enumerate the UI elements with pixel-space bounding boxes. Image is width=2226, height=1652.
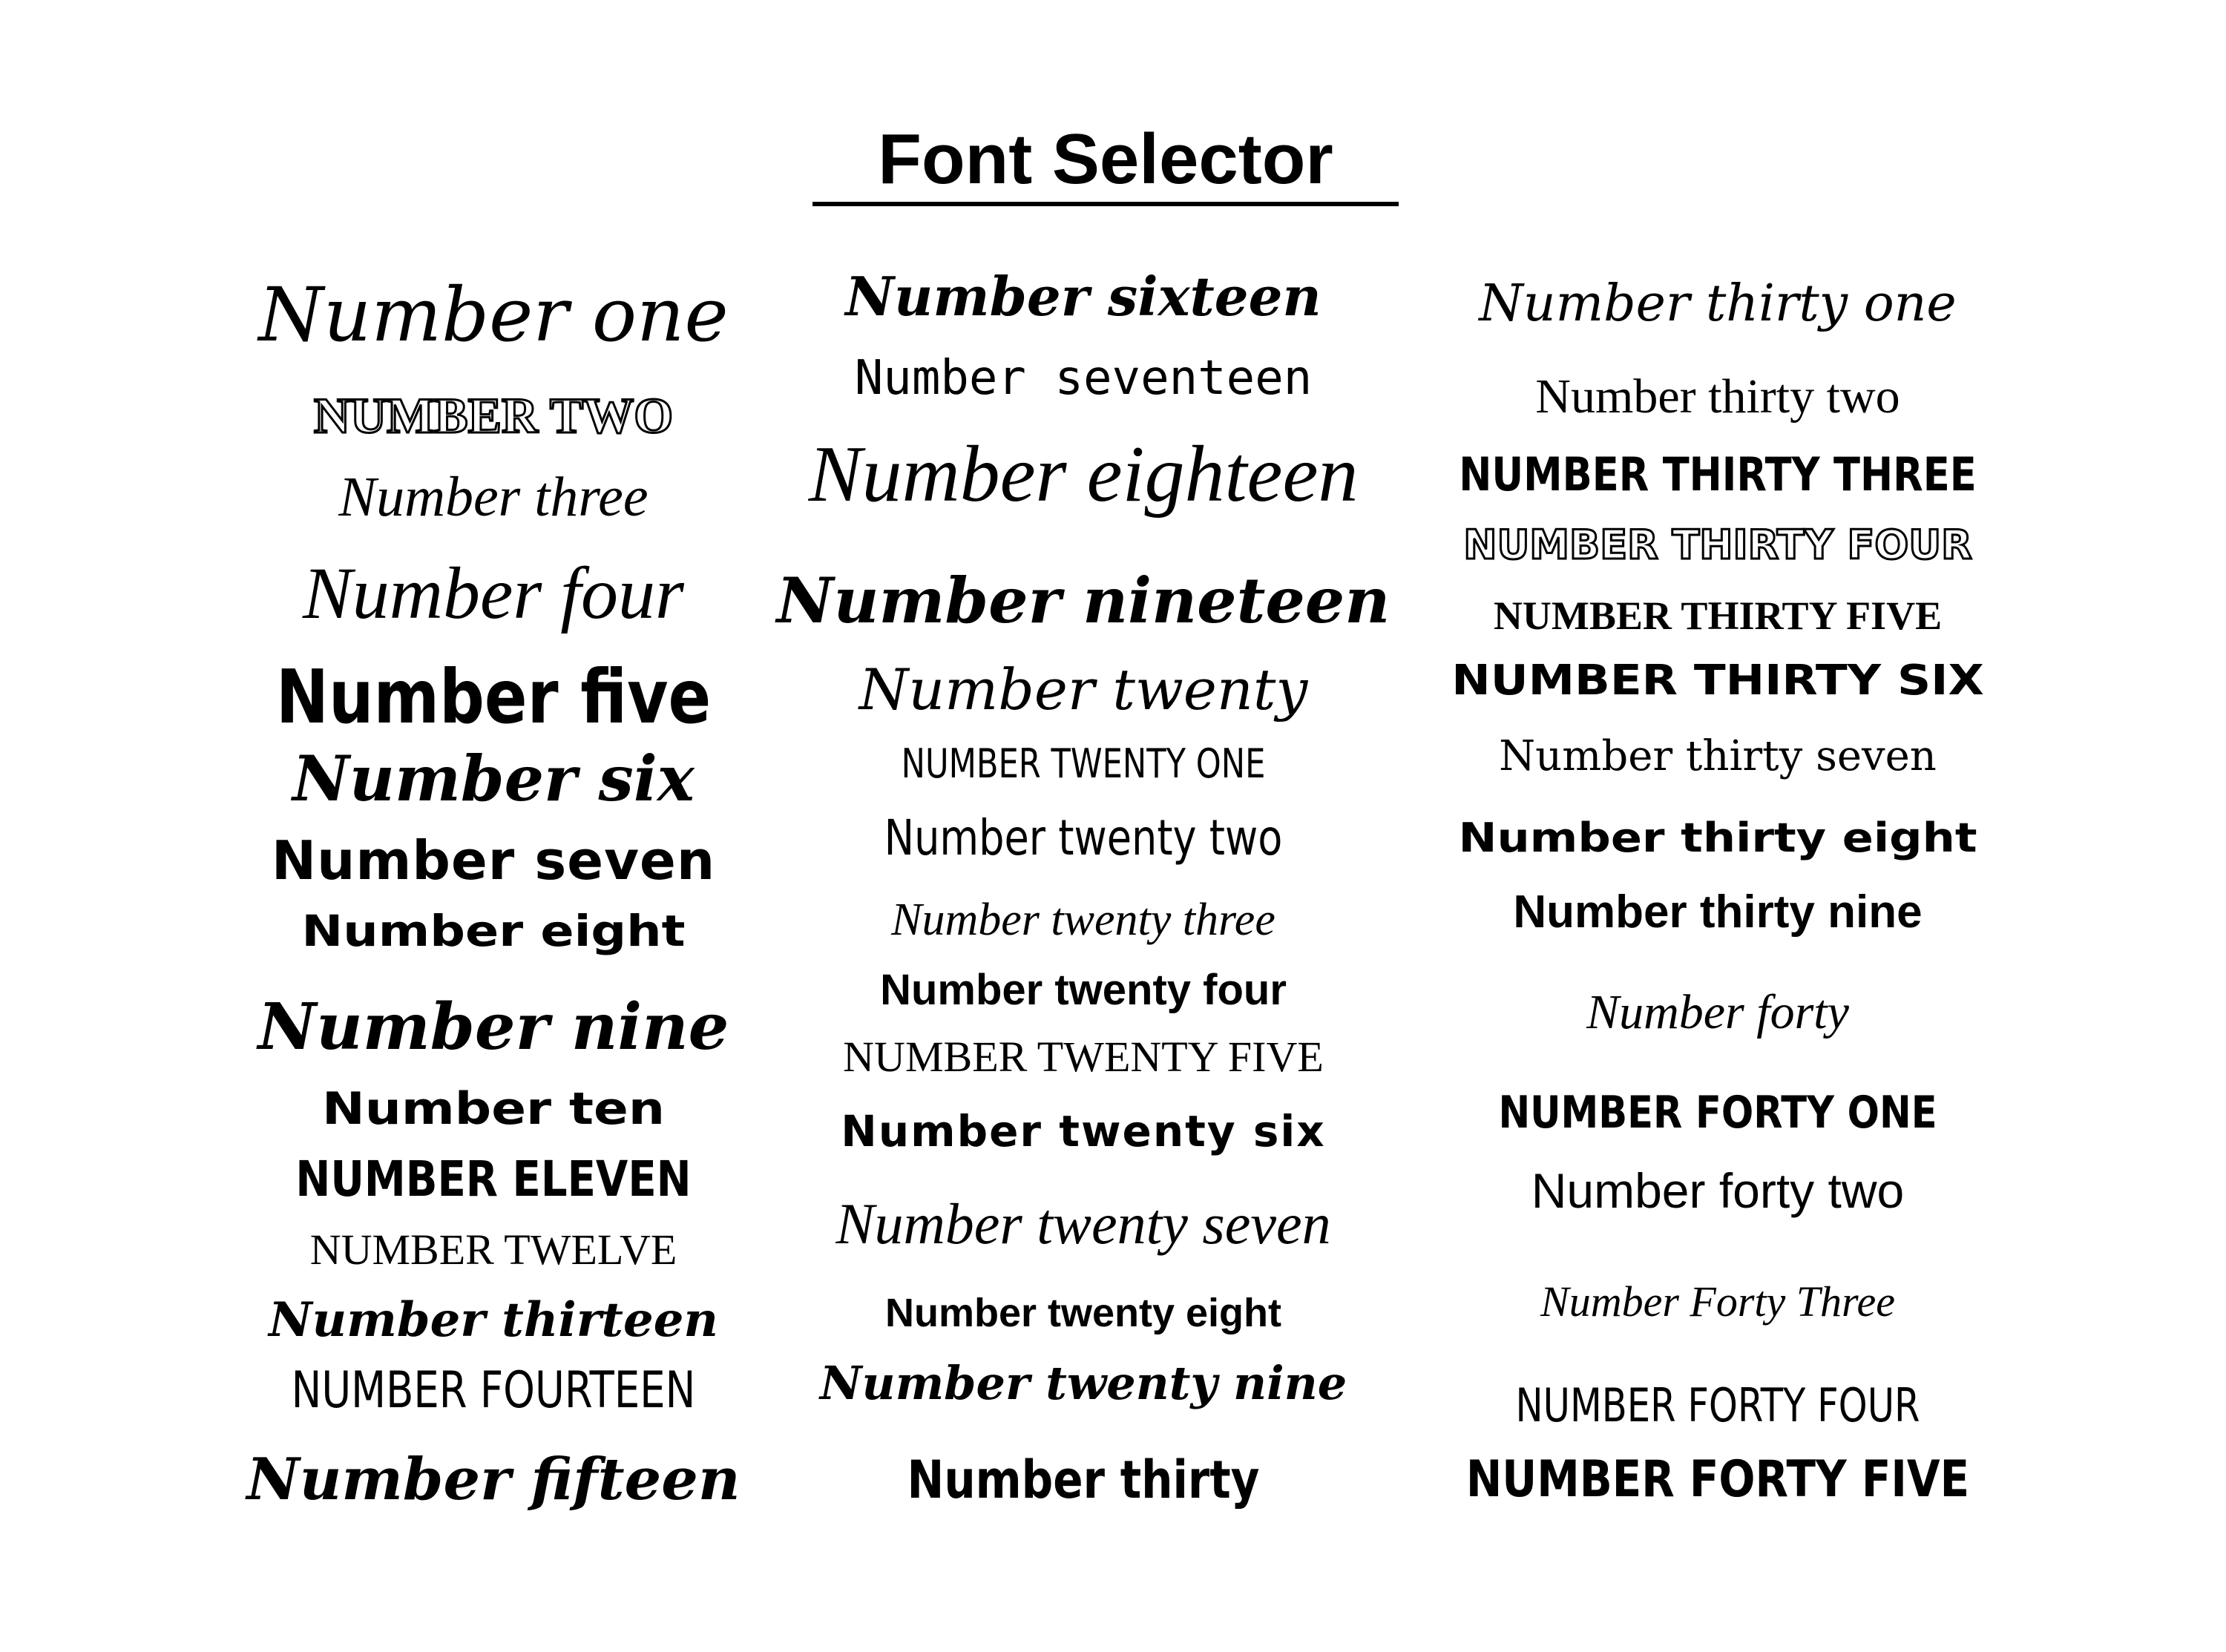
font-option[interactable]: NUMBER TWELVE [309, 1225, 677, 1274]
font-option[interactable]: Number sixteen [845, 265, 1322, 328]
font-option[interactable]: Number eighteen [808, 430, 1359, 519]
font-option[interactable]: NUMBER FORTY FOUR [1515, 1378, 1920, 1432]
font-option[interactable]: Number thirty nine [1513, 886, 1923, 938]
font-option[interactable]: Number twenty [858, 656, 1308, 723]
font-option[interactable]: Number thirty two [1535, 369, 1900, 424]
font-option[interactable]: Number ten [322, 1083, 665, 1135]
font-option[interactable]: Number thirty one [1479, 274, 1957, 333]
font-option[interactable]: NUMBER FORTY ONE [1498, 1087, 1937, 1139]
font-option[interactable]: NUMBER FORTY FIVE [1465, 1450, 1970, 1509]
font-option[interactable]: Number one [258, 272, 729, 358]
font-option[interactable]: NUMBER THIRTY FIVE [1493, 593, 1943, 638]
font-option[interactable]: Number nineteen [776, 564, 1391, 637]
font-option[interactable]: NUMBER ELEVEN [295, 1151, 692, 1208]
font-option[interactable]: Number forty two [1531, 1163, 1905, 1218]
font-option[interactable]: Number twenty two [884, 809, 1283, 866]
font-option[interactable]: NUMBER THIRTY FOUR [1463, 521, 1972, 568]
font-option[interactable]: NUMBER THIRTY THREE [1459, 447, 1977, 501]
font-option[interactable]: Number three [338, 466, 649, 528]
font-option[interactable]: Number seventeen [854, 351, 1313, 406]
font-option[interactable]: Number twenty six [841, 1106, 1326, 1156]
font-option[interactable]: Number forty [1586, 985, 1849, 1039]
font-option[interactable]: NUMBER TWO [313, 387, 674, 444]
font-option[interactable]: Number seven [271, 829, 716, 892]
font-option[interactable]: NUMBER FOURTEEN [291, 1361, 696, 1420]
font-option[interactable]: Number thirty eight [1458, 815, 1977, 861]
font-option[interactable]: Number twenty seven [835, 1191, 1331, 1256]
font-option[interactable]: Number Forty Three [1540, 1277, 1895, 1326]
font-option[interactable]: Number twenty nine [819, 1356, 1347, 1410]
font-option[interactable]: Number four [303, 552, 684, 634]
font-option[interactable]: Number nine [257, 990, 729, 1064]
font-option[interactable]: Number twenty eight [884, 1291, 1282, 1335]
font-option[interactable]: Number thirteen [269, 1292, 718, 1348]
font-option[interactable]: NUMBER TWENTY FIVE [843, 1033, 1324, 1081]
font-option[interactable]: Number fifteen [246, 1446, 741, 1513]
font-option[interactable]: NUMBER TWENTY ONE [901, 740, 1266, 787]
font-option[interactable]: Number twenty three [891, 895, 1275, 945]
font-option[interactable]: Number twenty four [880, 966, 1287, 1014]
font-option[interactable]: Number six [292, 742, 695, 815]
font-option[interactable]: Number thirty seven [1499, 732, 1937, 780]
font-option[interactable]: Number eight [301, 906, 686, 956]
font-column-3 [1347, 0, 2089, 1652]
font-option[interactable]: Number five [275, 654, 712, 740]
font-option[interactable]: Number thirty [907, 1449, 1260, 1510]
page-title: Font Selector [812, 119, 1399, 206]
font-option[interactable]: NUMBER THIRTY SIX [1451, 656, 1984, 705]
